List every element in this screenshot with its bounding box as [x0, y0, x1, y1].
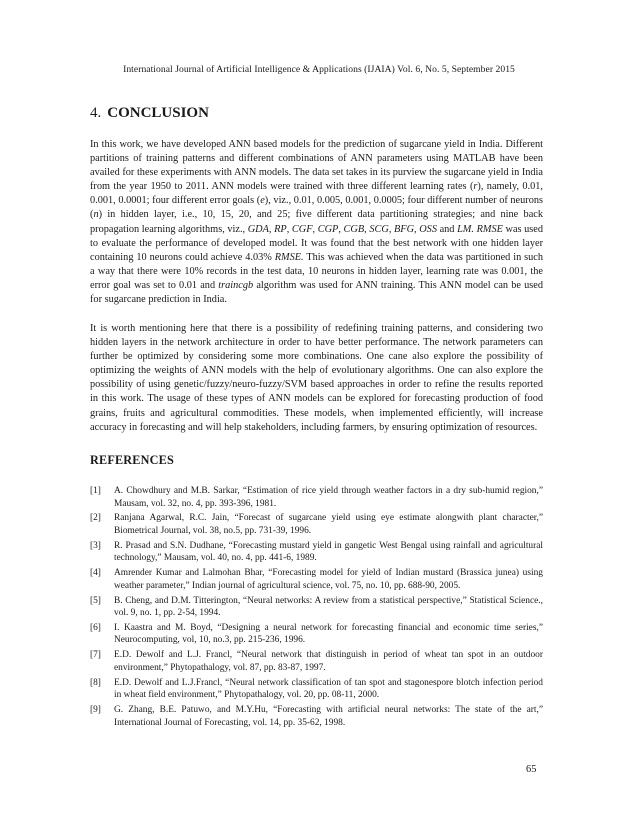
- reference-number: [5]: [90, 595, 101, 606]
- reference-item: [90, 677, 543, 702]
- italic-term: SCG: [369, 223, 389, 235]
- reference-list: [90, 485, 543, 731]
- text-run: ) in hidden layer, i.e., 10, 15, 20, and 25; five different data partitioning strategies; and nine back propagation learning algorithms, viz.,: [90, 209, 543, 235]
- italic-term: CGP: [317, 223, 339, 235]
- text-run: ,: [312, 223, 318, 235]
- italic-term: traincgb: [218, 279, 254, 291]
- italic-term: OSS: [419, 223, 437, 235]
- reference-text: R. Prasad and S.N. Dudhane, “Forecasting mustard yield in gangetic West Bengal using rainfall and agricultural technology,” Mausam, vol. 40, no. 4, pp. 441-6, 1989.: [114, 540, 543, 564]
- reference-number: [2]: [90, 513, 101, 524]
- reference-item: [90, 540, 543, 565]
- section-title: CONCLUSION: [107, 105, 209, 121]
- reference-item: [90, 595, 543, 620]
- italic-term: CGB: [343, 223, 365, 235]
- text-run: was used to evaluate the performance of developed model. It was found that the best network with one hidden layer containing 10 neurons could achieve 4.03%: [90, 223, 544, 263]
- italic-term: e: [260, 195, 265, 207]
- reference-item: [90, 622, 543, 647]
- italic-term: CGF: [291, 223, 313, 235]
- text-run: ,: [268, 223, 275, 235]
- italic-term: LM. RMSE: [457, 223, 503, 235]
- italic-term: RMSE.: [274, 251, 304, 263]
- reference-text: G. Zhang, B.E. Patuwo, and M.Y.Hu, “Forecasting with artificial neural networks: The state of the art,” International Journal of Forecasting, vol. 14, pp. 35-62, 1998.: [114, 705, 543, 728]
- reference-text: Ranjana Agarwal, R.C. Jain, “Forecast of sugarcane yield using eye estimate alongwith plant character,” Biometrical Journal, vol. 38, no.5, pp. 731-39, 1996.: [114, 513, 543, 536]
- section-number: 4.: [90, 105, 102, 121]
- reference-number: [9]: [90, 705, 101, 715]
- section-heading: [90, 105, 209, 122]
- references-heading: REFERENCES: [90, 453, 174, 467]
- reference-text: E.D. Dewolf and L.J.Francl, “Neural network classification of tan spot and stagonespore blotch infection period in wheat field environment,” Phytopathalogy, vol. 20, pp. 08-11, 2000.: [114, 677, 543, 701]
- text-run: and: [436, 223, 458, 235]
- italic-term: RP: [274, 223, 287, 235]
- reference-number: [8]: [90, 677, 101, 688]
- reference-item: [90, 649, 543, 674]
- italic-term: GDA: [247, 223, 269, 235]
- reference-number: [6]: [90, 622, 101, 633]
- reference-number: [7]: [90, 650, 101, 661]
- reference-text: B. Cheng, and D.M. Titterington, “Neural networks: A review from a statistical perspective,” Statistical Science., vol. 9, no. 1, pp. 2-54, 1994.: [114, 595, 543, 619]
- text-run: This was achieved when the data was partitioned in such a way that there were 10% records in the test data, 10 neurons in hidden layer, learning rate was 0.001, the error goal was set to 0.01 and: [90, 251, 543, 291]
- reference-item: [90, 512, 543, 537]
- reference-item: [90, 567, 543, 592]
- reference-item: [90, 485, 543, 510]
- conclusion-paragraph-1: [90, 138, 543, 307]
- italic-term: BFG: [394, 223, 415, 235]
- text-run: ), namely, 0.01, 0.001, 0.0001; four different error goals (: [90, 181, 543, 207]
- reference-number: [4]: [90, 568, 101, 579]
- text-run: ,: [286, 223, 292, 235]
- text-run: ,: [388, 223, 395, 235]
- page-number: 65: [526, 764, 537, 775]
- running-header: International Journal of Artificial Intelligence & Applications (IJAIA) Vol. 6, No. 5, September 2015: [123, 64, 515, 75]
- italic-term: n: [93, 209, 99, 221]
- reference-number: [1]: [90, 486, 101, 496]
- reference-text: I. Kaastra and M. Boyd, “Designing a neural network for forecasting financial and economic time series,” Neurocomputing, vol, 10, no.3, pp. 215-236, 1996.: [114, 622, 543, 646]
- text-run: ,: [364, 223, 370, 235]
- reference-item: [90, 704, 543, 729]
- italic-term: r: [473, 181, 478, 193]
- text-run: algorithm was used for ANN training. This ANN model can be used for sugarcane prediction in India.: [90, 279, 543, 306]
- text-run: In this work, we have developed ANN based models for the prediction of sugarcane yield in India. Different partitions of training patterns and different combinations of ANN parameters using MATLAB have been availed for these experiments with ANN models. The data set takes in its purview the sugarcane yield in India from the year 1950 to 2011. ANN models were trained with three different learning rates (: [90, 139, 543, 193]
- reference-number: [3]: [90, 540, 101, 551]
- reference-text: Amrender Kumar and Lalmohan Bhar, “Forecasting model for yield of Indian mustard (Brassica junea) using weather parameter,” Indian journal of agricultural science, vol. 75, no. 10, pp. 688-90, 2005.: [114, 568, 543, 591]
- text-run: It is worth mentioning here that there is a possibility of redefining training patterns, and considering two hidden layers in the network architecture in order to have better performance. The network parameters can further be optimized by considering some more combinations. One cane also explore the possibility of optimizing the weights of ANN models with the help of evolutionary algorithms. One can also explore the possibility of using genetic/fuzzy/neuro-fuzzy/SVM based approaches in order to refine the results reported in this work. The usage of these types of ANN models can be explored for forecasting production of food grains, fruits and agricultural commodities. These models, when implemented efficiently, will increase accuracy in forecasting and will help stakeholders, including farmers, by ensuring optimization of resources.: [90, 323, 543, 433]
- text-run: ), viz., 0.01, 0.005, 0.001, 0.0005; four different number of neurons (: [90, 195, 544, 221]
- text-run: ,: [338, 223, 344, 235]
- reference-text: E.D. Dewolf and L.J. Francl, “Neural network that distinguish in period of wheat tan spot in an outdoor environment,” Phytopathalogy, vol. 87, pp. 83-87, 1997.: [114, 650, 543, 673]
- text-run: ,: [414, 223, 420, 235]
- reference-text: A. Chowdhury and M.B. Sarkar, “Estimation of rice yield through weather factors in a dry sub-humid region,” Mausam, vol. 32, no. 4, pp. 393-396, 1981.: [114, 486, 543, 509]
- conclusion-paragraph-2: [90, 322, 543, 435]
